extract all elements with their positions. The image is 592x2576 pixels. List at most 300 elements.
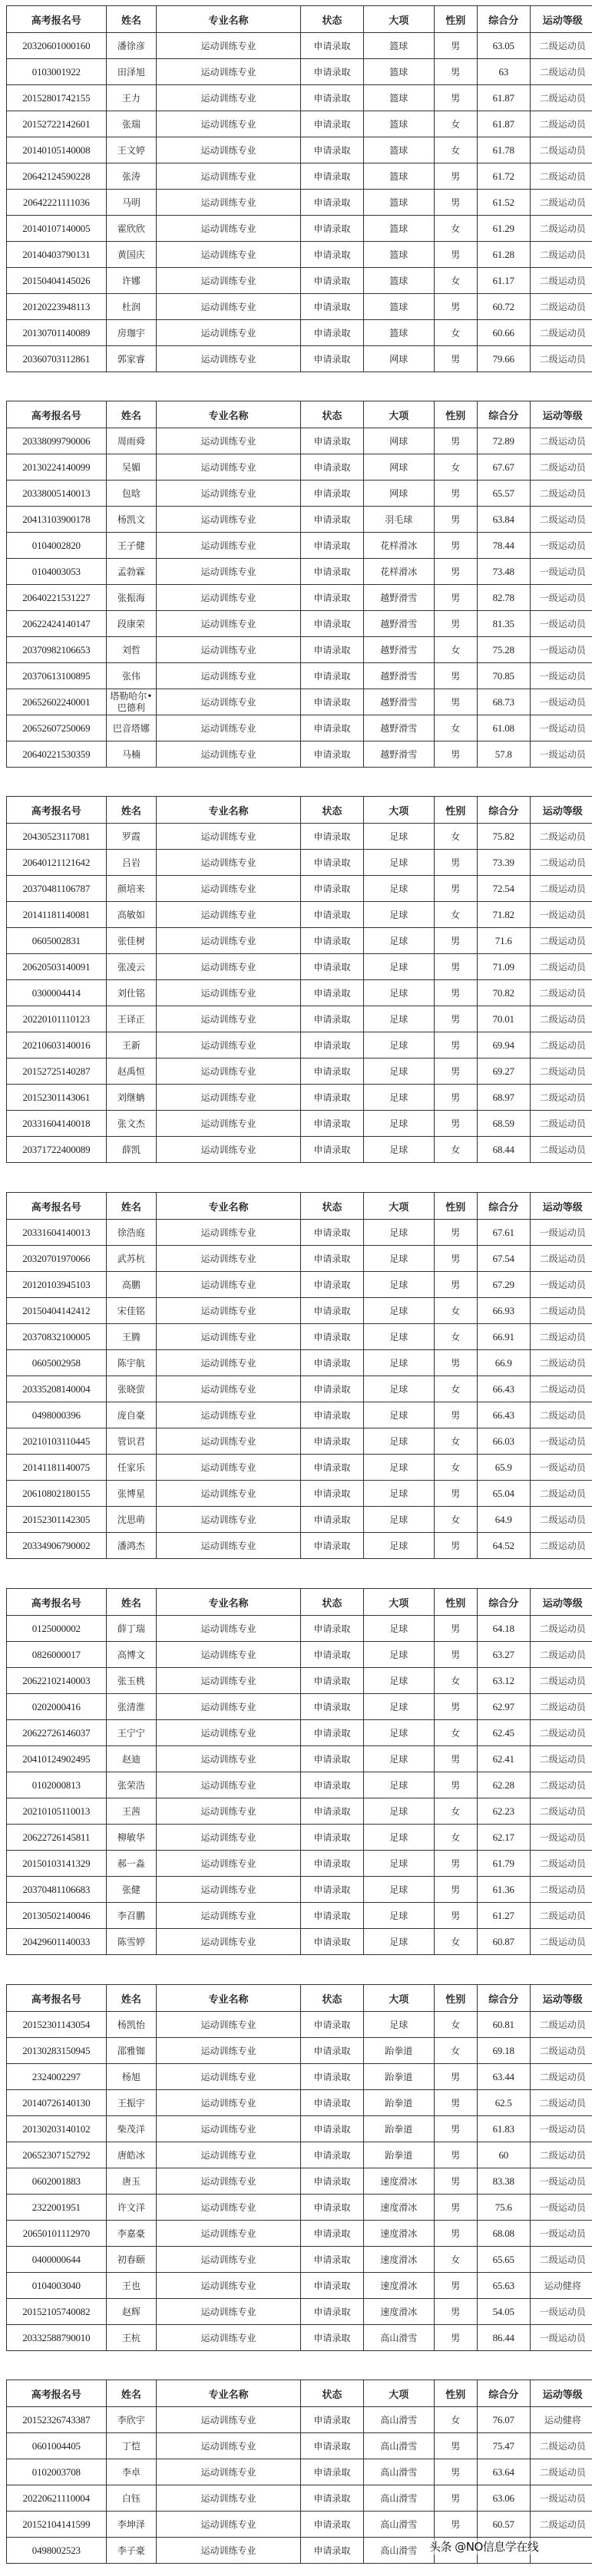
cell-name: 霍欣欣 [106, 216, 157, 242]
table-row [7, 980, 592, 1006]
cell-status: 申请录取 [300, 637, 363, 663]
table-row [7, 902, 592, 928]
cell-gender: 男 [434, 741, 477, 768]
cell-exam-id: 20610802180155 [7, 1481, 107, 1507]
cell-sport: 足球 [364, 850, 434, 876]
cell-grade: 二级运动员 [530, 190, 592, 216]
cell-name: 赵禹恒 [106, 1058, 157, 1085]
cell-grade: 一级运动员 [530, 902, 592, 928]
cell-name: 张振海 [106, 585, 157, 611]
cell-major: 运动训练专业 [157, 2459, 301, 2485]
cell-status: 申请录取 [300, 2512, 363, 2538]
cell-score: 73.39 [477, 850, 530, 876]
cell-name: 刘继蚺 [106, 1085, 157, 1111]
cell-name: 王腾 [106, 1324, 157, 1350]
cell-name: 柴茂洋 [106, 2116, 157, 2142]
cell-gender: 男 [434, 2433, 477, 2459]
cell-status: 申请录取 [300, 2090, 363, 2116]
cell-gender: 男 [434, 1058, 477, 1085]
cell-major: 运动训练专业 [157, 2168, 301, 2195]
cell-name: 巴音塔娜 [106, 715, 157, 741]
cell-sport: 速度滑冰 [364, 2247, 434, 2273]
admission-table [6, 401, 592, 768]
cell-sport: 足球 [364, 1533, 434, 1559]
column-header-status: 状态 [300, 2380, 363, 2407]
cell-grade: 二级运动员 [530, 2512, 592, 2538]
cell-gender: 女 [434, 824, 477, 850]
cell-exam-id: 20320601000160 [7, 33, 107, 59]
cell-gender: 男 [434, 1772, 477, 1798]
cell-sport: 网球 [364, 454, 434, 481]
cell-grade: 二级运动员 [530, 1851, 592, 1877]
column-header-status: 状态 [300, 797, 363, 824]
cell-sport: 足球 [364, 1402, 434, 1428]
watermark: 头条 @NO信息学在线 [429, 2540, 539, 2554]
column-header-sport: 大项 [364, 401, 434, 428]
cell-exam-id: 0102003708 [7, 2459, 107, 2485]
cell-name: 马楠 [106, 741, 157, 768]
cell-exam-id: 0104002820 [7, 533, 107, 559]
cell-name: 张健 [106, 1877, 157, 1903]
table-row [7, 2325, 592, 2351]
cell-grade: 二级运动员 [530, 1720, 592, 1746]
cell-score: 62.41 [477, 1746, 530, 1772]
cell-status: 申请录取 [300, 2325, 363, 2351]
cell-sport: 足球 [364, 1058, 434, 1085]
cell-major: 运动训练专业 [157, 190, 301, 216]
table-row [7, 111, 592, 137]
cell-gender: 男 [434, 507, 477, 533]
table-row [7, 1851, 592, 1877]
cell-gender: 男 [434, 2064, 477, 2090]
cell-major: 运动训练专业 [157, 2485, 301, 2512]
column-header-score: 综合分 [477, 2380, 530, 2407]
cell-gender: 男 [434, 59, 477, 85]
cell-name: 许文洋 [106, 2195, 157, 2221]
cell-major: 运动训练专业 [157, 850, 301, 876]
cell-sport: 足球 [364, 1694, 434, 1720]
header-row [7, 1985, 592, 2012]
cell-name: 杨凯文 [106, 507, 157, 533]
cell-exam-id: 20152801742155 [7, 85, 107, 111]
cell-score: 60.72 [477, 294, 530, 320]
cell-exam-id: 0602001883 [7, 2168, 107, 2195]
column-header-exam-id: 高考报名号 [7, 797, 107, 824]
table-row [7, 2407, 592, 2433]
cell-name: 王宁宁 [106, 1720, 157, 1746]
cell-status: 申请录取 [300, 507, 363, 533]
cell-status: 申请录取 [300, 902, 363, 928]
cell-score: 62.97 [477, 1694, 530, 1720]
cell-exam-id: 20370832100005 [7, 1324, 107, 1350]
cell-grade: 二级运动员 [530, 59, 592, 85]
cell-grade: 一级运动员 [530, 1220, 592, 1246]
cell-exam-id: 20152301142305 [7, 1507, 107, 1533]
cell-status: 申请录取 [300, 2299, 363, 2325]
cell-gender: 男 [434, 954, 477, 980]
table-row [7, 2168, 592, 2195]
cell-status: 申请录取 [300, 2273, 363, 2299]
cell-name: 庞自豪 [106, 1402, 157, 1428]
cell-grade: 二级运动员 [530, 1533, 592, 1559]
cell-status: 申请录取 [300, 1324, 363, 1350]
column-header-name: 姓名 [106, 1193, 157, 1220]
table-row [7, 954, 592, 980]
cell-major: 运动训练专业 [157, 2538, 301, 2564]
cell-name: 赵迪 [106, 1746, 157, 1772]
cell-name: 武苏杭 [106, 1246, 157, 1272]
cell-sport: 跆拳道 [364, 2116, 434, 2142]
cell-name: 许娜 [106, 268, 157, 294]
column-header-exam-id: 高考报名号 [7, 6, 107, 33]
cell-gender: 女 [434, 320, 477, 346]
cell-gender: 女 [434, 1428, 477, 1455]
table-row [7, 346, 592, 372]
cell-major: 运动训练专业 [157, 1668, 301, 1694]
column-header-exam-id: 高考报名号 [7, 1193, 107, 1220]
cell-name: 张荣浩 [106, 1772, 157, 1798]
cell-major: 运动训练专业 [157, 1798, 301, 1825]
cell-status: 申请录取 [300, 1616, 363, 1642]
cell-sport: 速度滑冰 [364, 2195, 434, 2221]
table-row [7, 1137, 592, 1163]
cell-name: 吕岩 [106, 850, 157, 876]
table-row [7, 1877, 592, 1903]
table-row [7, 242, 592, 268]
cell-major: 运动训练专业 [157, 507, 301, 533]
cell-grade: 二级运动员 [530, 428, 592, 454]
cell-status: 申请录取 [300, 2116, 363, 2142]
cell-score: 61.87 [477, 85, 530, 111]
cell-gender: 男 [434, 663, 477, 689]
cell-score: 67.54 [477, 1246, 530, 1272]
cell-name: 潘徐彦 [106, 33, 157, 59]
table-row [7, 2038, 592, 2064]
table-row [7, 33, 592, 59]
cell-name: 沈思萌 [106, 1507, 157, 1533]
cell-status: 申请录取 [300, 1350, 363, 1376]
cell-sport: 足球 [364, 1272, 434, 1298]
table-row [7, 507, 592, 533]
cell-major: 运动训练专业 [157, 59, 301, 85]
cell-name: 张涛 [106, 163, 157, 190]
table-row [7, 715, 592, 741]
cell-sport: 高山滑雪 [364, 2512, 434, 2538]
cell-status: 申请录取 [300, 454, 363, 481]
table-row [7, 2012, 592, 2038]
cell-gender: 男 [434, 611, 477, 637]
cell-grade: 二级运动员 [530, 1929, 592, 1955]
cell-status: 申请录取 [300, 824, 363, 850]
cell-score: 75.47 [477, 2433, 530, 2459]
table-row [7, 59, 592, 85]
table-row [7, 2299, 592, 2325]
cell-sport: 足球 [364, 1032, 434, 1058]
cell-grade: 二级运动员 [530, 980, 592, 1006]
cell-sport: 高山滑雪 [364, 2433, 434, 2459]
cell-name: 李召鹏 [106, 1903, 157, 1929]
cell-exam-id: 20150404142412 [7, 1298, 107, 1324]
cell-name: 王振宇 [106, 2090, 157, 2116]
cell-gender: 男 [434, 1085, 477, 1111]
column-header-score: 综合分 [477, 1985, 530, 2012]
cell-status: 申请录取 [300, 242, 363, 268]
cell-grade: 二级运动员 [530, 216, 592, 242]
cell-status: 申请录取 [300, 1402, 363, 1428]
cell-grade: 二级运动员 [530, 1402, 592, 1428]
cell-sport: 速度滑冰 [364, 2299, 434, 2325]
cell-gender: 男 [434, 533, 477, 559]
cell-exam-id: 20338099790006 [7, 428, 107, 454]
cell-score: 73.48 [477, 559, 530, 585]
cell-sport: 足球 [364, 1616, 434, 1642]
admission-table [6, 1192, 592, 1559]
cell-major: 运动训练专业 [157, 454, 301, 481]
cell-exam-id: 20210105110013 [7, 1798, 107, 1825]
cell-status: 申请录取 [300, 928, 363, 954]
data-table [6, 1588, 592, 1955]
cell-score: 62.23 [477, 1798, 530, 1825]
cell-status: 申请录取 [300, 1137, 363, 1163]
cell-exam-id: 20338005140013 [7, 481, 107, 507]
cell-grade: 二级运动员 [530, 85, 592, 111]
cell-sport: 足球 [364, 1642, 434, 1668]
column-header-name: 姓名 [106, 797, 157, 824]
cell-status: 申请录取 [300, 1058, 363, 1085]
column-header-sport: 大项 [364, 2380, 434, 2407]
cell-sport: 足球 [364, 2012, 434, 2038]
cell-exam-id: 20152326743387 [7, 2407, 107, 2433]
table-row [7, 2433, 592, 2459]
cell-exam-id: 20622102140003 [7, 1668, 107, 1694]
cell-name: 李嘉豪 [106, 2221, 157, 2247]
cell-score: 61.17 [477, 268, 530, 294]
cell-major: 运动训练专业 [157, 428, 301, 454]
cell-exam-id: 20335208140004 [7, 1376, 107, 1402]
cell-status: 申请录取 [300, 585, 363, 611]
cell-sport: 足球 [364, 1903, 434, 1929]
table-row [7, 1058, 592, 1085]
cell-gender: 男 [434, 2512, 477, 2538]
cell-name: 张文杰 [106, 1111, 157, 1137]
table-row [7, 2142, 592, 2168]
column-header-gender: 性别 [434, 1985, 477, 2012]
cell-status: 申请录取 [300, 2038, 363, 2064]
cell-grade: 二级运动员 [530, 928, 592, 954]
cell-major: 运动训练专业 [157, 1642, 301, 1668]
cell-major: 运动训练专业 [157, 2273, 301, 2299]
cell-major: 运动训练专业 [157, 2299, 301, 2325]
cell-name: 马明 [106, 190, 157, 216]
cell-major: 运动训练专业 [157, 85, 301, 111]
cell-exam-id: 20130224140099 [7, 454, 107, 481]
cell-grade: 二级运动员 [530, 2247, 592, 2273]
cell-name: 郭家睿 [106, 346, 157, 372]
table-row [7, 1085, 592, 1111]
cell-gender: 男 [434, 163, 477, 190]
cell-exam-id: 0601004405 [7, 2433, 107, 2459]
cell-gender: 男 [434, 1533, 477, 1559]
cell-score: 70.85 [477, 663, 530, 689]
cell-grade: 二级运动员 [530, 1246, 592, 1272]
cell-sport: 足球 [364, 1798, 434, 1825]
cell-sport: 篮球 [364, 320, 434, 346]
cell-name: 张瑞 [106, 111, 157, 137]
column-header-status: 状态 [300, 1985, 363, 2012]
table-row [7, 1324, 592, 1350]
cell-grade: 一级运动员 [530, 1272, 592, 1298]
cell-major: 运动训练专业 [157, 1507, 301, 1533]
cell-status: 申请录取 [300, 1481, 363, 1507]
column-header-grade: 运动等级 [530, 1193, 592, 1220]
cell-status: 申请录取 [300, 1642, 363, 1668]
cell-grade: 一级运动员 [530, 2325, 592, 2351]
cell-sport: 篮球 [364, 190, 434, 216]
column-header-exam-id: 高考报名号 [7, 1985, 107, 2012]
cell-status: 申请录取 [300, 1533, 363, 1559]
table-row [7, 1376, 592, 1402]
cell-sport: 速度滑冰 [364, 2273, 434, 2299]
cell-major: 运动训练专业 [157, 1058, 301, 1085]
cell-grade: 二级运动员 [530, 1507, 592, 1533]
cell-status: 申请录取 [300, 1246, 363, 1272]
cell-grade: 二级运动员 [530, 1111, 592, 1137]
table-row [7, 637, 592, 663]
column-header-status: 状态 [300, 1193, 363, 1220]
cell-grade: 一级运动员 [530, 1428, 592, 1455]
cell-score: 60 [477, 2142, 530, 2168]
cell-name: 黄国庆 [106, 242, 157, 268]
cell-score: 57.8 [477, 741, 530, 768]
cell-grade: 二级运动员 [530, 1877, 592, 1903]
cell-name: 李子豪 [106, 2538, 157, 2564]
cell-gender: 男 [434, 1246, 477, 1272]
cell-sport: 足球 [364, 902, 434, 928]
cell-exam-id: 20370982106653 [7, 637, 107, 663]
cell-status: 申请录取 [300, 1272, 363, 1298]
cell-exam-id: 0104003040 [7, 2273, 107, 2299]
cell-grade: 二级运动员 [530, 2064, 592, 2090]
cell-gender: 女 [434, 1507, 477, 1533]
cell-grade: 一级运动员 [530, 2299, 592, 2325]
cell-sport: 足球 [364, 1006, 434, 1032]
cell-major: 运动训练专业 [157, 611, 301, 637]
cell-major: 运动训练专业 [157, 2407, 301, 2433]
table-row [7, 294, 592, 320]
cell-score: 61.52 [477, 190, 530, 216]
table-row [7, 1903, 592, 1929]
cell-exam-id: 2322001951 [7, 2195, 107, 2221]
cell-grade: 二级运动员 [530, 163, 592, 190]
cell-gender: 女 [434, 1825, 477, 1851]
cell-score: 68.59 [477, 1111, 530, 1137]
cell-gender: 男 [434, 2221, 477, 2247]
cell-name: 潘鸿杰 [106, 1533, 157, 1559]
cell-score: 61.28 [477, 242, 530, 268]
cell-gender: 女 [434, 1798, 477, 1825]
cell-gender: 男 [434, 428, 477, 454]
table-row [7, 1350, 592, 1376]
cell-score: 61.83 [477, 2116, 530, 2142]
cell-exam-id: 20152301143054 [7, 2012, 107, 2038]
column-header-status: 状态 [300, 401, 363, 428]
cell-exam-id: 20141181140081 [7, 902, 107, 928]
cell-exam-id: 20140403790131 [7, 242, 107, 268]
cell-exam-id: 0104003053 [7, 559, 107, 585]
cell-major: 运动训练专业 [157, 1533, 301, 1559]
cell-gender: 男 [434, 980, 477, 1006]
cell-sport: 足球 [364, 954, 434, 980]
cell-gender: 女 [434, 2038, 477, 2064]
cell-sport: 足球 [364, 1350, 434, 1376]
cell-status: 申请录取 [300, 1111, 363, 1137]
table-row [7, 850, 592, 876]
cell-major: 运动训练专业 [157, 111, 301, 137]
table-row [7, 190, 592, 216]
cell-gender: 男 [434, 2459, 477, 2485]
cell-sport: 篮球 [364, 163, 434, 190]
cell-major: 运动训练专业 [157, 1825, 301, 1851]
table-row [7, 1111, 592, 1137]
column-header-major: 专业名称 [157, 6, 301, 33]
cell-grade: 一级运动员 [530, 1455, 592, 1481]
column-header-name: 姓名 [106, 1985, 157, 2012]
cell-score: 78.44 [477, 533, 530, 559]
cell-major: 运动训练专业 [157, 320, 301, 346]
cell-major: 运动训练专业 [157, 715, 301, 741]
cell-score: 65.57 [477, 481, 530, 507]
admission-table [6, 1588, 592, 1955]
table-row [7, 741, 592, 768]
cell-sport: 篮球 [364, 294, 434, 320]
cell-score: 65.9 [477, 1455, 530, 1481]
cell-gender: 男 [434, 2325, 477, 2351]
column-header-exam-id: 高考报名号 [7, 1589, 107, 1616]
cell-name: 薛凯 [106, 1137, 157, 1163]
cell-gender: 男 [434, 1694, 477, 1720]
cell-exam-id: 20640221531227 [7, 585, 107, 611]
table-row [7, 2090, 592, 2116]
cell-exam-id: 0300004414 [7, 980, 107, 1006]
cell-score: 63.44 [477, 2064, 530, 2090]
table-row [7, 2195, 592, 2221]
cell-sport: 跆拳道 [364, 2064, 434, 2090]
cell-exam-id: 20652602240001 [7, 689, 107, 715]
cell-exam-id: 20642124590228 [7, 163, 107, 190]
cell-major: 运动训练专业 [157, 33, 301, 59]
table-row [7, 163, 592, 190]
cell-gender: 女 [434, 1376, 477, 1402]
admission-table [6, 1984, 592, 2351]
cell-name: 孟勃霖 [106, 559, 157, 585]
cell-status: 申请录取 [300, 1903, 363, 1929]
cell-name: 张佳树 [106, 928, 157, 954]
cell-score: 68.73 [477, 689, 530, 715]
cell-major: 运动训练专业 [157, 980, 301, 1006]
column-header-name: 姓名 [106, 401, 157, 428]
cell-grade: 一级运动员 [530, 2195, 592, 2221]
cell-score: 79.66 [477, 346, 530, 372]
cell-gender: 男 [434, 2142, 477, 2168]
cell-score: 60.81 [477, 2012, 530, 2038]
cell-major: 运动训练专业 [157, 2221, 301, 2247]
table-row [7, 1642, 592, 1668]
cell-exam-id: 20640121121642 [7, 850, 107, 876]
cell-exam-id: 20622726145811 [7, 1825, 107, 1851]
column-header-grade: 运动等级 [530, 1985, 592, 2012]
cell-major: 运动训练专业 [157, 824, 301, 850]
cell-score: 62.28 [477, 1772, 530, 1798]
